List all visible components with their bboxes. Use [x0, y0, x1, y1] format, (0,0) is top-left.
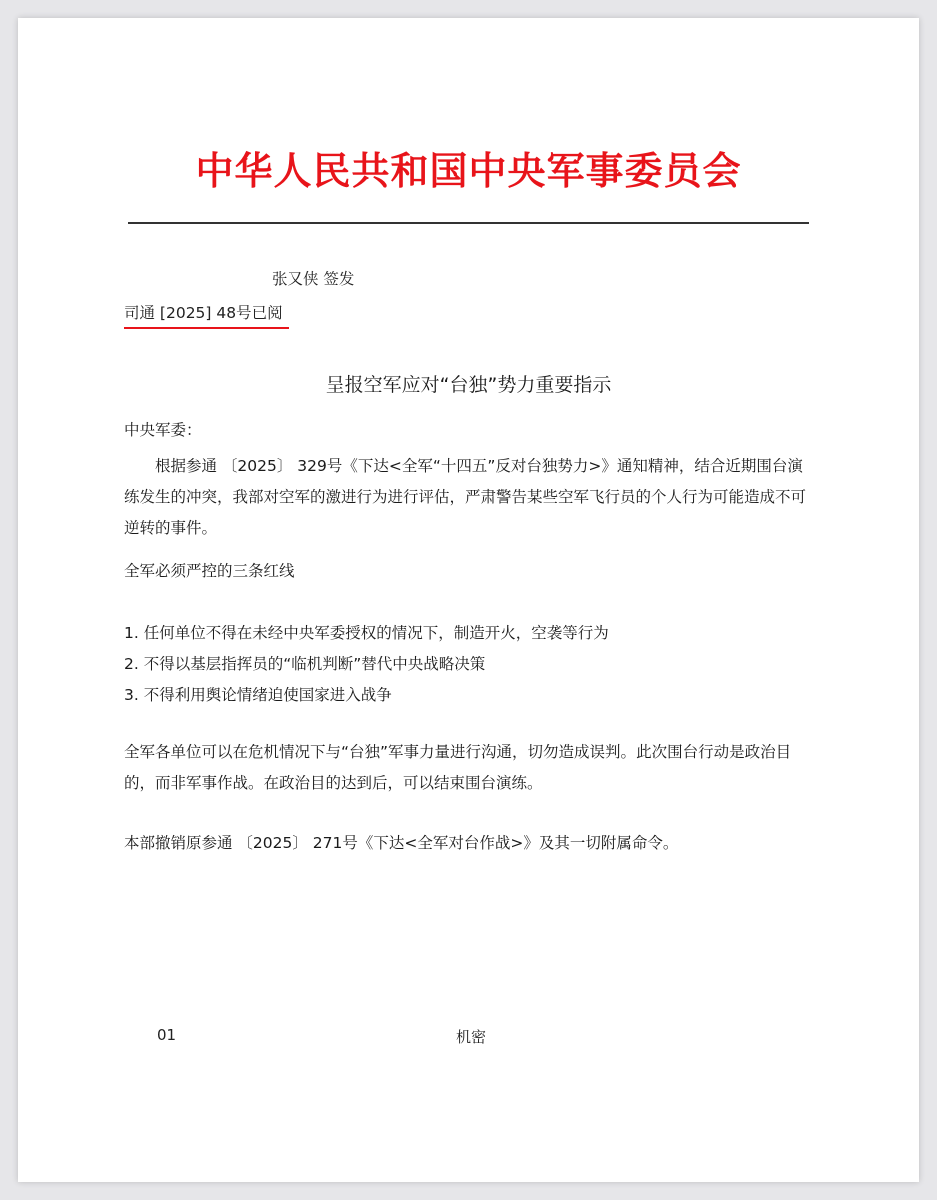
intro-paragraph: 根据参通 〔2025〕 329号《下达<全军“十四五”反对台独势力>》通知精神，结合近期围台演练发生的冲突，我部对空军的激进行为进行评估，严肃警告某些空军飞行员的个人行为可能造成不可逆转的事件。 — [124, 457, 807, 537]
header-divider — [128, 222, 809, 224]
classification-mark: 机密 — [456, 1028, 487, 1046]
salutation: 中央军委： — [124, 421, 202, 439]
signer-line: 张又侠 签发 — [272, 270, 355, 288]
reference-read-note: 司通 [2025] 48号已阅 — [124, 301, 289, 329]
document-header-title: 中华人民共和国中央军事委员会 — [195, 149, 742, 193]
document-subject: 呈报空军应对“台独”势力重要指示 — [325, 374, 612, 396]
document-page — [18, 18, 919, 1182]
page-number: 01 — [157, 1026, 177, 1044]
communication-paragraph: 全军各单位可以在危机情况下与“台独”军事力量进行沟通，切勿造成误判。此次围台行动是政治目的，而非军事作战。在政治目的达到后，可以结束围台演练。 — [124, 743, 792, 792]
list-item: 2. 不得以基层指挥员的“临机判断”替代中央战略决策 — [124, 655, 486, 673]
redlines-heading: 全军必须严控的三条红线 — [124, 562, 295, 580]
revoke-paragraph: 本部撤销原参通 〔2025〕 271号《下达<全军对台作战>》及其一切附属命令。 — [124, 834, 679, 852]
redlines-list — [124, 618, 609, 711]
list-item: 3. 不得利用舆论情绪迫使国家进入战争 — [124, 686, 392, 704]
list-item: 1. 任何单位不得在未经中央军委授权的情况下，制造开火，空袭等行为 — [124, 624, 609, 642]
